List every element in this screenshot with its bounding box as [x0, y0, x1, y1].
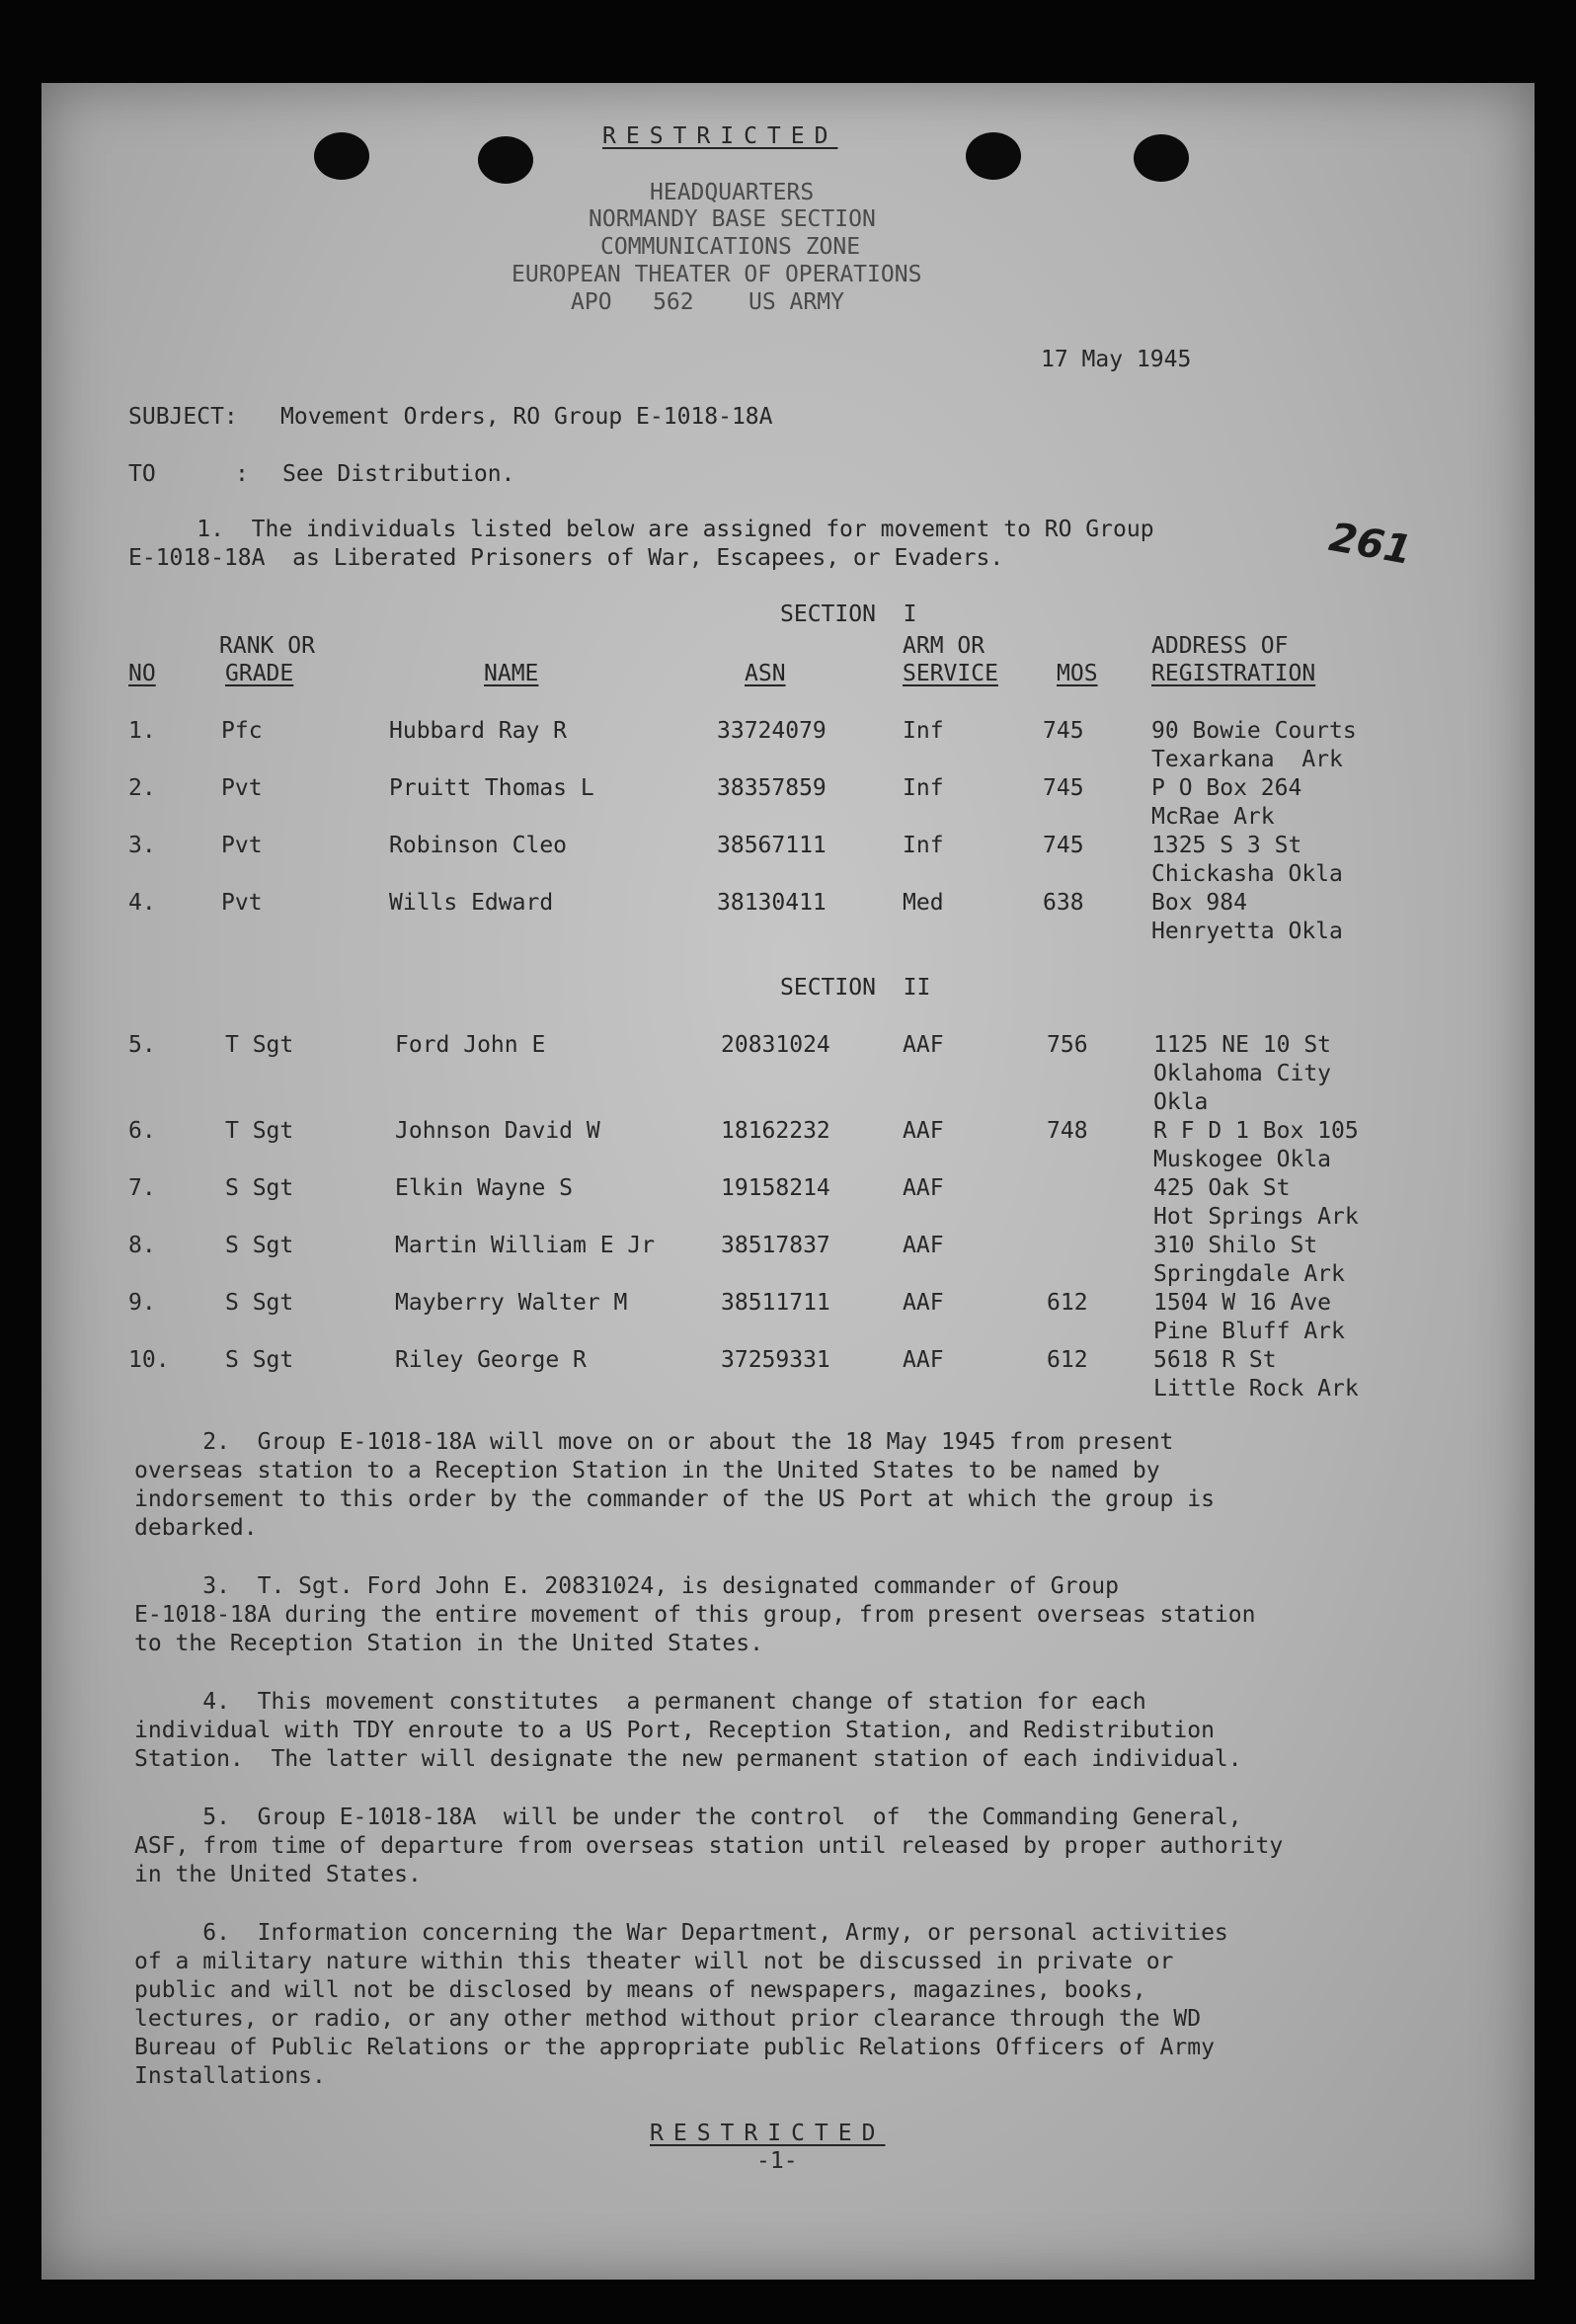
- cell-no: 3.: [128, 833, 156, 858]
- classification-bottom: RESTRICTED: [650, 2121, 886, 2146]
- header-rank: GRADE: [225, 661, 294, 686]
- cell-no: 9.: [128, 1290, 156, 1316]
- header-addr-top: ADDRESS OF: [1151, 633, 1289, 659]
- cell-arm: AAF: [903, 1032, 944, 1058]
- cell-name: Mayberry Walter M: [395, 1290, 628, 1316]
- cell-address: Chickasha Okla: [1151, 861, 1343, 887]
- cell-asn: 38130411: [717, 890, 827, 916]
- paragraph-line: 3. T. Sgt. Ford John E. 20831024, is designated commander of Group: [134, 1573, 1119, 1599]
- cell-asn: 38567111: [717, 833, 827, 858]
- header-asn: ASN: [745, 661, 786, 686]
- cell-name: Wills Edward: [389, 890, 554, 916]
- cell-no: 2.: [128, 775, 156, 801]
- paragraph-line: in the United States.: [134, 1862, 422, 1887]
- cell-no: 1.: [128, 718, 156, 744]
- cell-rank: Pvt: [221, 833, 263, 858]
- header-rank-top: RANK OR: [219, 633, 315, 659]
- cell-name: Ford John E: [395, 1032, 546, 1058]
- cell-address: Springdale Ark: [1153, 1261, 1345, 1287]
- punch-hole: [314, 132, 369, 180]
- cell-address: Box 984: [1151, 890, 1247, 916]
- cell-mos: 748: [1047, 1118, 1088, 1144]
- cell-arm: AAF: [903, 1175, 944, 1201]
- paragraph-line: individual with TDY enroute to a US Port, Reception Station, and Redistribution: [134, 1718, 1215, 1743]
- cell-mos: 612: [1047, 1290, 1088, 1316]
- letterhead-line: EUROPEAN THEATER OF OPERATIONS: [512, 262, 922, 287]
- cell-address: McRae Ark: [1151, 804, 1275, 830]
- cell-mos: 638: [1043, 890, 1084, 916]
- cell-address: P O Box 264: [1151, 775, 1302, 801]
- cell-asn: 37259331: [721, 1347, 830, 1373]
- paragraph-line: public and will not be disclosed by means of newspapers, magazines, books,: [134, 1977, 1146, 2003]
- to-text: See Distribution.: [282, 461, 515, 487]
- subject-label: SUBJECT:: [128, 404, 238, 430]
- cell-rank: S Sgt: [225, 1347, 294, 1373]
- cell-no: 4.: [128, 890, 156, 916]
- cell-mos: 745: [1043, 833, 1084, 858]
- cell-no: 10.: [128, 1347, 170, 1373]
- cell-asn: 38357859: [717, 775, 827, 801]
- cell-address: R F D 1 Box 105: [1153, 1118, 1359, 1144]
- paragraph-line: overseas station to a Reception Station in the United States to be named by: [134, 1458, 1160, 1483]
- paragraph-line: E-1018-18A during the entire movement of this group, from present overseas station: [134, 1602, 1256, 1628]
- paragraph-line: 2. Group E-1018-18A will move on or about the 18 May 1945 from present: [134, 1429, 1174, 1455]
- paragraph-line: to the Reception Station in the United States.: [134, 1631, 763, 1656]
- cell-asn: 33724079: [717, 718, 827, 744]
- punch-hole: [966, 132, 1021, 180]
- cell-name: Martin William E Jr: [395, 1233, 656, 1258]
- cell-rank: T Sgt: [225, 1118, 294, 1144]
- paragraph-line: of a military nature within this theater will not be discussed in private or: [134, 1949, 1174, 1974]
- punch-hole: [1134, 134, 1189, 182]
- paragraph-line: 5. Group E-1018-18A will be under the control of the Commanding General,: [134, 1804, 1242, 1830]
- cell-mos: 612: [1047, 1347, 1088, 1373]
- paragraph-line: debarked.: [134, 1515, 258, 1541]
- paragraph-line: 1. The individuals listed below are assigned for movement to RO Group: [128, 517, 1154, 542]
- cell-arm: Inf: [903, 833, 944, 858]
- cell-address: Hot Springs Ark: [1153, 1204, 1359, 1230]
- header-arm: SERVICE: [903, 661, 998, 686]
- header-mos: MOS: [1057, 661, 1098, 686]
- cell-address: Henryetta Okla: [1151, 919, 1343, 944]
- cell-name: Robinson Cleo: [389, 833, 568, 858]
- cell-rank: Pfc: [221, 718, 263, 744]
- paragraph-line: indorsement to this order by the commander of the US Port at which the group is: [134, 1486, 1215, 1512]
- letterhead-line: NORMANDY BASE SECTION: [589, 206, 876, 232]
- paragraph-line: Station. The latter will designate the new permanent station of each individual.: [134, 1746, 1242, 1772]
- cell-address: 310 Shilo St: [1153, 1233, 1318, 1258]
- punch-hole: [478, 136, 533, 184]
- cell-arm: Inf: [903, 775, 944, 801]
- cell-asn: 19158214: [721, 1175, 830, 1201]
- header-name: NAME: [484, 661, 539, 686]
- cell-arm: AAF: [903, 1347, 944, 1373]
- cell-rank: S Sgt: [225, 1233, 294, 1258]
- cell-asn: 18162232: [721, 1118, 830, 1144]
- subject-text: Movement Orders, RO Group E-1018-18A: [280, 404, 773, 430]
- cell-arm: AAF: [903, 1290, 944, 1316]
- cell-address: Little Rock Ark: [1153, 1376, 1359, 1402]
- paragraph-line: lectures, or radio, or any other method without prior clearance through the WD: [134, 2006, 1202, 2032]
- page-stamp: 261: [1325, 515, 1415, 574]
- cell-address: 1325 S 3 St: [1151, 833, 1302, 858]
- cell-address: Texarkana Ark: [1151, 747, 1343, 772]
- cell-arm: Med: [903, 890, 944, 916]
- cell-address: Muskogee Okla: [1153, 1147, 1332, 1172]
- document-date: 17 May 1945: [1041, 347, 1192, 372]
- cell-asn: 20831024: [721, 1032, 830, 1058]
- cell-mos: 745: [1043, 718, 1084, 744]
- cell-asn: 38517837: [721, 1233, 830, 1258]
- cell-mos: 745: [1043, 775, 1084, 801]
- cell-rank: T Sgt: [225, 1032, 294, 1058]
- paragraph-line: 6. Information concerning the War Department, Army, or personal activities: [134, 1920, 1228, 1946]
- cell-address: 90 Bowie Courts: [1151, 718, 1357, 744]
- cell-no: 7.: [128, 1175, 156, 1201]
- paragraph-line: Bureau of Public Relations or the appropriate public Relations Officers of Army: [134, 2035, 1215, 2060]
- cell-address: Oklahoma City: [1153, 1061, 1332, 1086]
- letterhead-line: HEADQUARTERS: [650, 180, 815, 205]
- cell-arm: AAF: [903, 1118, 944, 1144]
- cell-no: 5.: [128, 1032, 156, 1058]
- header-addr: REGISTRATION: [1151, 661, 1316, 686]
- cell-address: 1125 NE 10 St: [1153, 1032, 1332, 1058]
- cell-rank: S Sgt: [225, 1290, 294, 1316]
- cell-arm: Inf: [903, 718, 944, 744]
- section-2-title: SECTION II: [780, 975, 931, 1001]
- to-label: TO: [128, 461, 156, 487]
- letterhead-line: COMMUNICATIONS ZONE: [600, 234, 861, 260]
- header-arm-top: ARM OR: [903, 633, 985, 659]
- cell-name: Riley George R: [395, 1347, 587, 1373]
- paragraph-line: 4. This movement constitutes a permanent change of station for each: [134, 1689, 1146, 1715]
- cell-asn: 38511711: [721, 1290, 830, 1316]
- letterhead-line: APO 562 US ARMY: [571, 289, 844, 315]
- paragraph-line: ASF, from time of departure from overseas station until released by proper authority: [134, 1833, 1284, 1859]
- paragraph-line: E-1018-18A as Liberated Prisoners of War, Escapees, or Evaders.: [128, 545, 1004, 571]
- cell-name: Elkin Wayne S: [395, 1175, 574, 1201]
- cell-rank: S Sgt: [225, 1175, 294, 1201]
- cell-name: Johnson David W: [395, 1118, 600, 1144]
- cell-address: 425 Oak St: [1153, 1175, 1291, 1201]
- cell-address: Pine Bluff Ark: [1153, 1319, 1345, 1344]
- classification-top: RESTRICTED: [602, 123, 838, 149]
- cell-name: Hubbard Ray R: [389, 718, 568, 744]
- page-number: -1-: [756, 2148, 798, 2174]
- cell-address: 1504 W 16 Ave: [1153, 1290, 1332, 1316]
- cell-name: Pruitt Thomas L: [389, 775, 594, 801]
- paragraph-line: Installations.: [134, 2063, 326, 2089]
- header-no: NO: [128, 661, 156, 686]
- to-colon: :: [235, 461, 249, 487]
- cell-rank: Pvt: [221, 890, 263, 916]
- cell-address: Okla: [1153, 1089, 1209, 1115]
- cell-no: 8.: [128, 1233, 156, 1258]
- cell-arm: AAF: [903, 1233, 944, 1258]
- cell-address: 5618 R St: [1153, 1347, 1277, 1373]
- cell-mos: 756: [1047, 1032, 1088, 1058]
- section-1-title: SECTION I: [780, 601, 917, 627]
- cell-rank: Pvt: [221, 775, 263, 801]
- cell-no: 6.: [128, 1118, 156, 1144]
